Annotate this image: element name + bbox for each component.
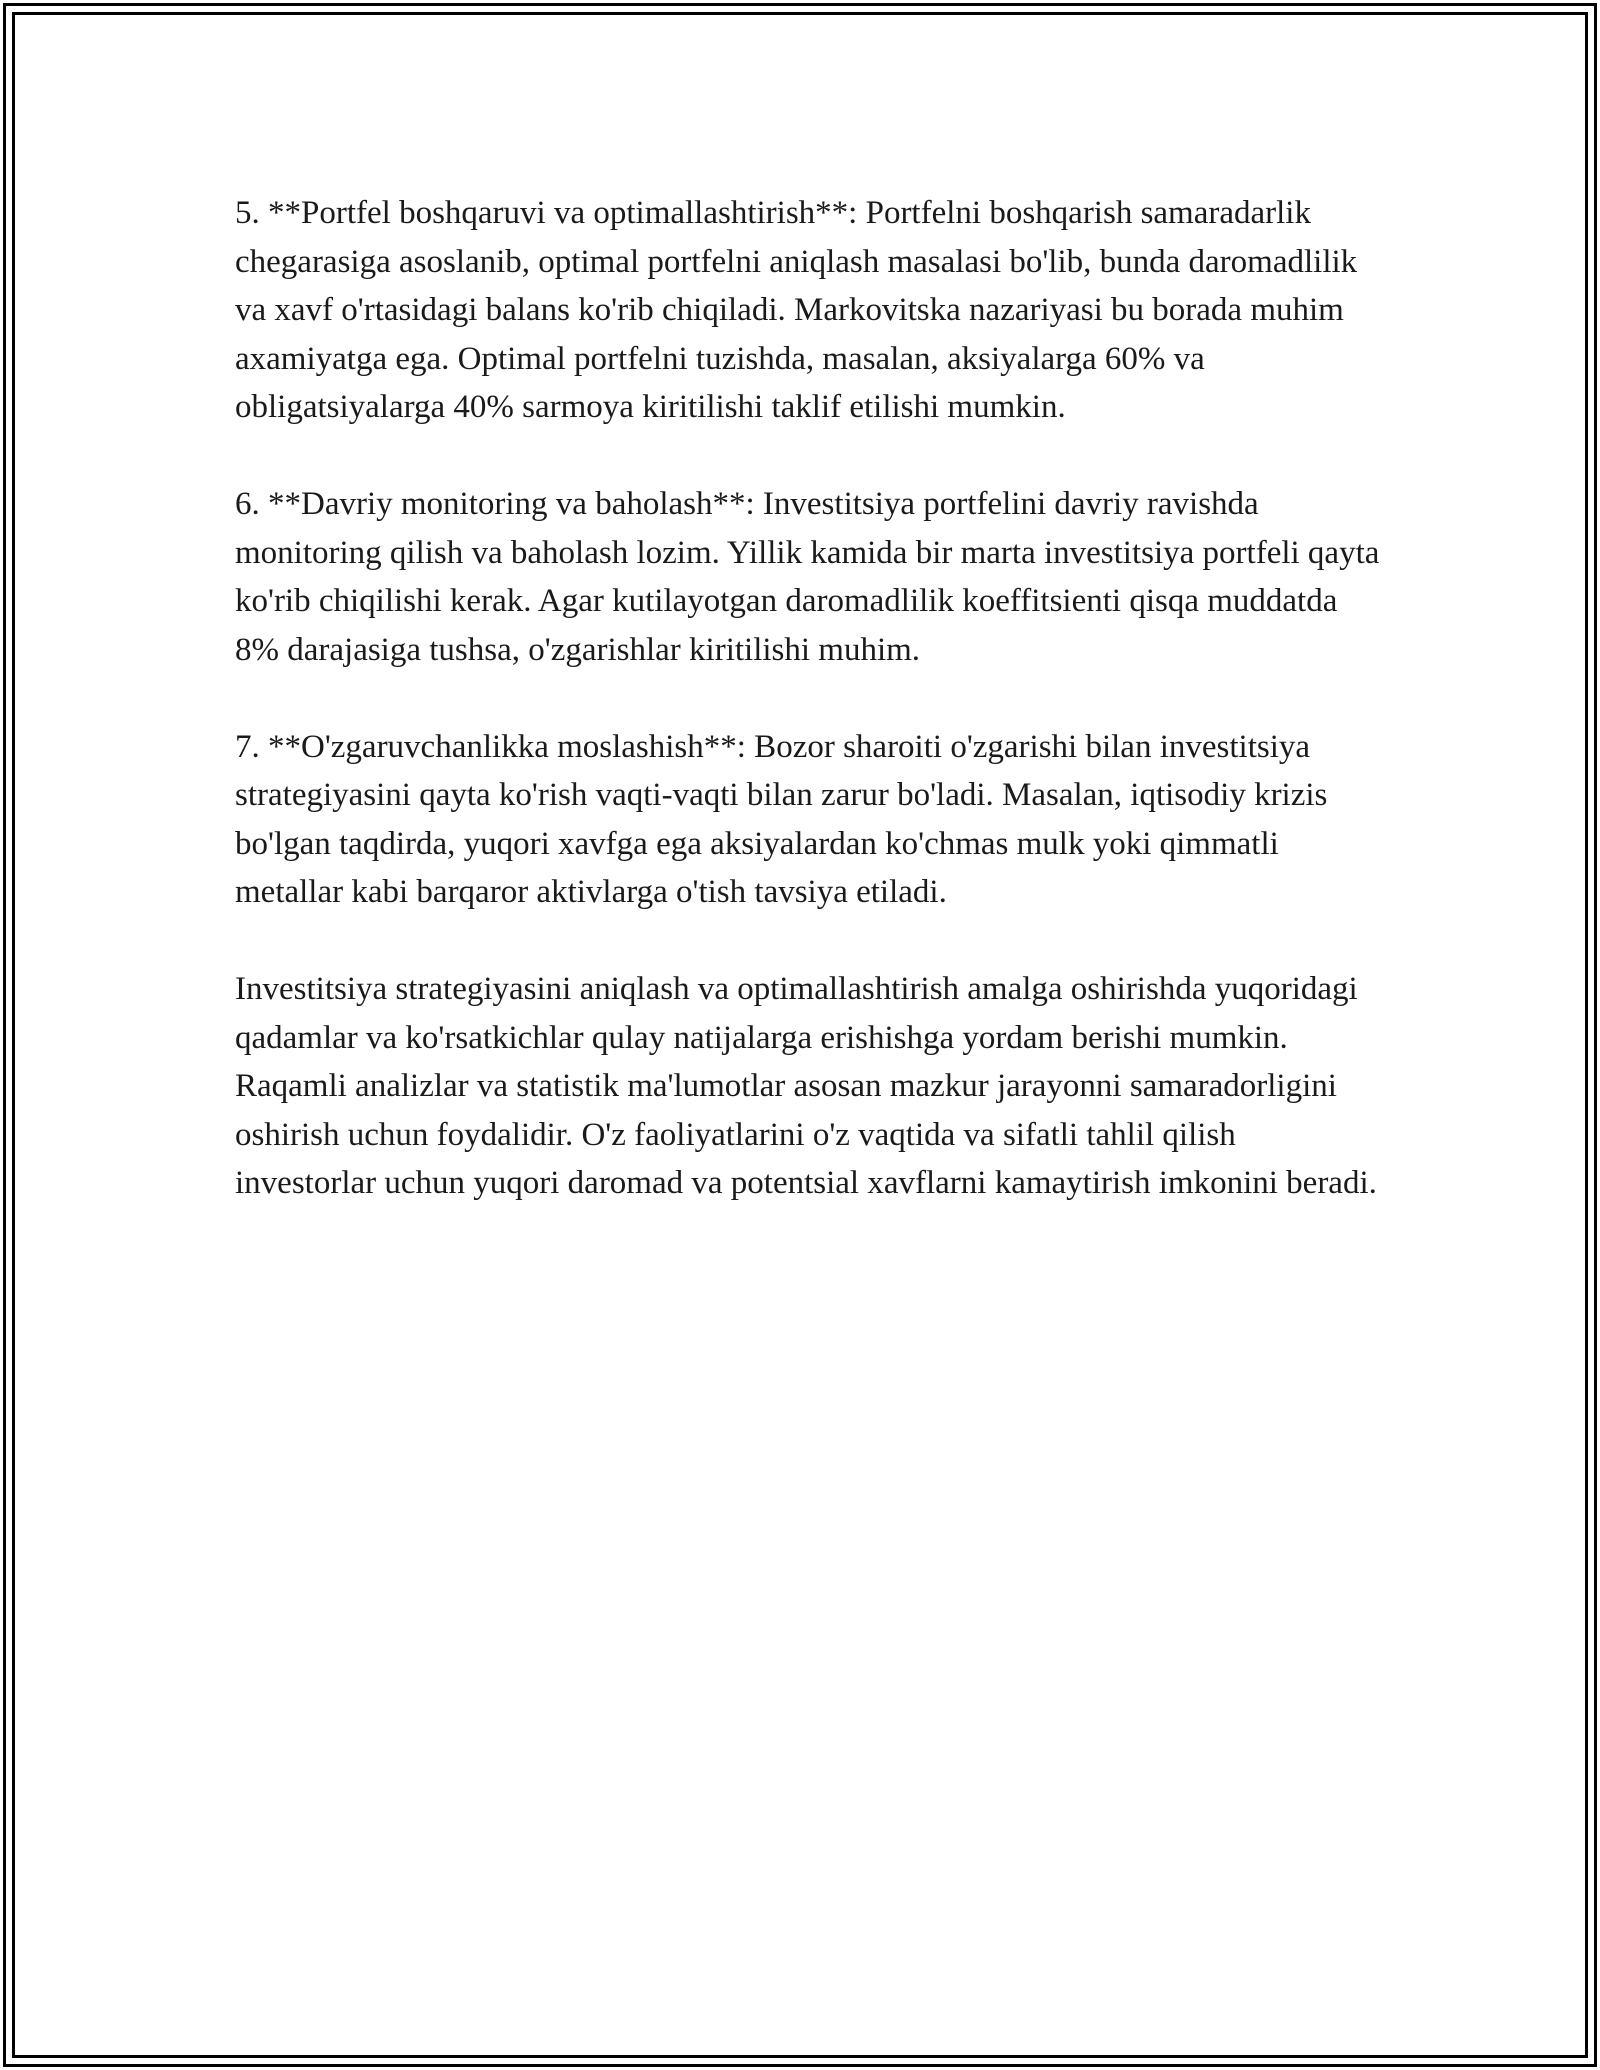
paragraph-periodic-monitoring: 6. **Davriy monitoring va baholash**: Investitsiya portfelini davriy ravishda monitoring qilish va baholash lozim. Yillik kamida bir marta investitsiya portfeli qayta ko'rib chiqilishi kerak. Agar kutilayotgan daromadlilik koeffitsienti qisqa muddatda 8% darajasiga tushsa, o'zgarishlar kiritilishi muhim. bbox=[235, 486, 1380, 668]
paragraph-adapting-to-volatility: 7. **O'zgaruvchanlikka moslashish**: Bozor sharoiti o'zgarishi bilan investitsiya strategiyasini qayta ko'rish vaqti-vaqti bilan zarur bo'ladi. Masalan, iqtisodiy krizis bo'lgan taqdirda, yuqori xavfga ega aksiyalardan ko'chmas mulk yoki qimmatli metallar kabi barqaror aktivlarga o'tish tavsiya etiladi. bbox=[235, 728, 1328, 910]
paragraph-portfolio-management: 5. **Portfel boshqaruvi va optimallashtirish**: Portfelni boshqarish samaradarlik chegarasiga asoslanib, optimal portfelni aniqlash masalasi bo'lib, bunda daromadlilik va xavf o'rtasidagi balans ko'rib chiqiladi. Markovitska nazariyasi bu borada muhim axamiyatga ega. Optimal portfelni tuzishda, masalan, aksiyalarga 60% va obligatsiyalarga 40% sarmoya kiritilishi taklif etilishi mumkin. bbox=[235, 195, 1358, 425]
document-body bbox=[235, 189, 1385, 1256]
paragraph-conclusion: Investitsiya strategiyasini aniqlash va optimallashtirish amalga oshirishda yuqoridagi qadamlar va ko'rsatkichlar qulay natijalarga erishishga yordam berishi mumkin. Raqamli analizlar va statistik ma'lumotlar asosan mazkur jarayonni samaradorligini oshirish uchun foydalidir. O'z faoliyatlarini o'z vaqtida va sifatli tahlil qilish investorlar uchun yuqori daromad va potentsial xavflarni kamaytirish imkonini beradi. bbox=[235, 971, 1377, 1201]
